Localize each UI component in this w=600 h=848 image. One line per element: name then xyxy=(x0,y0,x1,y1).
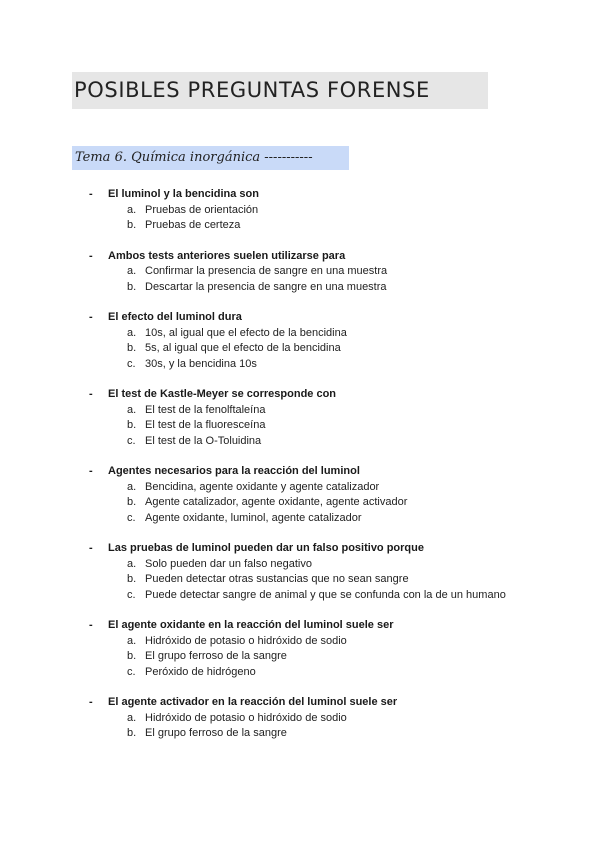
option-letter: c. xyxy=(127,665,136,678)
option-text: 30s, y la bencidina 10s xyxy=(145,357,257,370)
answer-option xyxy=(89,665,529,681)
dash-bullet-icon: - xyxy=(89,249,93,262)
dash-bullet-icon: - xyxy=(89,311,93,323)
option-text: Pruebas de orientación xyxy=(145,203,259,216)
option-letter: c. xyxy=(127,357,136,370)
answer-option xyxy=(89,572,529,588)
option-text: El grupo ferroso de la sangre xyxy=(145,727,287,739)
dash-bullet-icon: - xyxy=(89,465,93,477)
answer-options xyxy=(89,711,529,742)
question-text xyxy=(89,387,529,403)
page-title: POSIBLES PREGUNTAS FORENSE xyxy=(72,72,488,109)
answer-options xyxy=(89,634,529,681)
question-text xyxy=(89,541,529,557)
option-text: Pueden detectar otras sustancias que no sean sangre xyxy=(145,573,409,585)
answer-option xyxy=(89,341,529,357)
answer-option xyxy=(89,726,529,742)
option-text: Puede detectar sangre de animal y que se confunda con la de un humano xyxy=(145,588,506,601)
answer-option xyxy=(89,264,529,280)
option-letter: a. xyxy=(127,403,137,416)
option-letter: c. xyxy=(127,511,136,524)
option-letter: b. xyxy=(127,727,137,739)
option-text: Agente oxidante, luminol, agente catalizador xyxy=(145,511,362,524)
dash-bullet-icon: - xyxy=(89,619,93,631)
answer-option xyxy=(89,326,529,342)
option-text: Bencidina, agente oxidante y agente catalizador xyxy=(145,480,380,493)
question-item xyxy=(89,387,529,449)
question-text xyxy=(89,695,529,711)
question-label: El agente oxidante en la reacción del luminol suele ser xyxy=(108,619,394,631)
question-label: El agente activador en la reacción del luminol suele ser xyxy=(108,696,398,708)
option-text: El test de la fenolftaleína xyxy=(145,403,266,416)
question-label: El luminol y la bencidina son xyxy=(108,188,259,200)
answer-option xyxy=(89,403,529,419)
dash-bullet-icon: - xyxy=(89,696,93,708)
question-item xyxy=(89,310,529,372)
option-text: 5s, al igual que el efecto de la bencidina xyxy=(145,342,341,354)
option-letter: a. xyxy=(127,480,137,493)
answer-options xyxy=(89,480,529,527)
question-label: Ambos tests anteriores suelen utilizarse para xyxy=(108,249,346,262)
answer-option xyxy=(89,711,529,727)
option-letter: b. xyxy=(127,342,137,354)
question-label: El efecto del luminol dura xyxy=(108,311,242,323)
answer-option xyxy=(89,434,529,450)
answer-option xyxy=(89,357,529,373)
question-text xyxy=(89,618,529,634)
option-text: Confirmar la presencia de sangre en una muestra xyxy=(145,265,388,277)
answer-option xyxy=(89,280,529,296)
answer-options xyxy=(89,557,529,604)
answer-option xyxy=(89,203,529,219)
answer-options xyxy=(89,264,529,295)
option-text: El test de la O-Toluidina xyxy=(145,434,262,447)
answer-option xyxy=(89,557,529,573)
question-item xyxy=(89,187,529,234)
question-item xyxy=(89,618,529,680)
option-text: El test de la fluoresceína xyxy=(145,419,266,431)
question-item xyxy=(89,249,529,296)
question-text xyxy=(89,310,529,326)
option-letter: b. xyxy=(127,650,137,662)
answer-option xyxy=(89,634,529,650)
option-text: Hidróxido de potasio o hidróxido de sodio xyxy=(145,711,347,724)
option-text: Pruebas de certeza xyxy=(145,219,241,231)
option-letter: c. xyxy=(127,434,136,447)
answer-option xyxy=(89,495,529,511)
question-label: El test de Kastle-Meyer se corresponde con xyxy=(108,388,337,400)
option-letter: b. xyxy=(127,219,137,231)
answer-option xyxy=(89,480,529,496)
question-text xyxy=(89,249,529,265)
option-letter: a. xyxy=(127,557,137,570)
option-letter: a. xyxy=(127,634,137,647)
option-letter: a. xyxy=(127,326,137,339)
option-letter: a. xyxy=(127,203,137,216)
option-letter: c. xyxy=(127,588,136,601)
option-text: Agente catalizador, agente oxidante, agente activador xyxy=(145,496,408,508)
option-letter: b. xyxy=(127,280,137,293)
question-text xyxy=(89,187,529,203)
answer-options xyxy=(89,203,529,234)
option-text: Peróxido de hidrógeno xyxy=(145,665,256,678)
question-item xyxy=(89,695,529,742)
answer-options xyxy=(89,326,529,373)
option-letter: b. xyxy=(127,419,137,431)
option-text: 10s, al igual que el efecto de la bencidina xyxy=(145,326,347,339)
question-label: Agentes necesarios para la reacción del luminol xyxy=(108,465,360,477)
dash-bullet-icon: - xyxy=(89,188,93,200)
option-letter: a. xyxy=(127,711,137,724)
question-label: Las pruebas de luminol pueden dar un falso positivo porque xyxy=(108,542,424,554)
answer-option xyxy=(89,588,529,604)
option-text: Solo pueden dar un falso negativo xyxy=(145,557,312,570)
option-letter: b. xyxy=(127,573,137,585)
question-text xyxy=(89,464,529,480)
question-item xyxy=(89,464,529,526)
question-list xyxy=(89,187,529,757)
answer-option xyxy=(89,418,529,434)
option-text: El grupo ferroso de la sangre xyxy=(145,650,287,662)
option-text: Descartar la presencia de sangre en una muestra xyxy=(145,280,387,293)
question-item xyxy=(89,541,529,603)
dash-bullet-icon: - xyxy=(89,542,93,554)
dash-bullet-icon: - xyxy=(89,388,93,400)
section-heading: Tema 6. Química inorgánica ----------- xyxy=(72,146,349,170)
answer-option xyxy=(89,218,529,234)
option-letter: b. xyxy=(127,496,137,508)
option-text: Hidróxido de potasio o hidróxido de sodio xyxy=(145,634,347,647)
answer-option xyxy=(89,649,529,665)
option-letter: a. xyxy=(127,265,137,277)
answer-options xyxy=(89,403,529,450)
answer-option xyxy=(89,511,529,527)
